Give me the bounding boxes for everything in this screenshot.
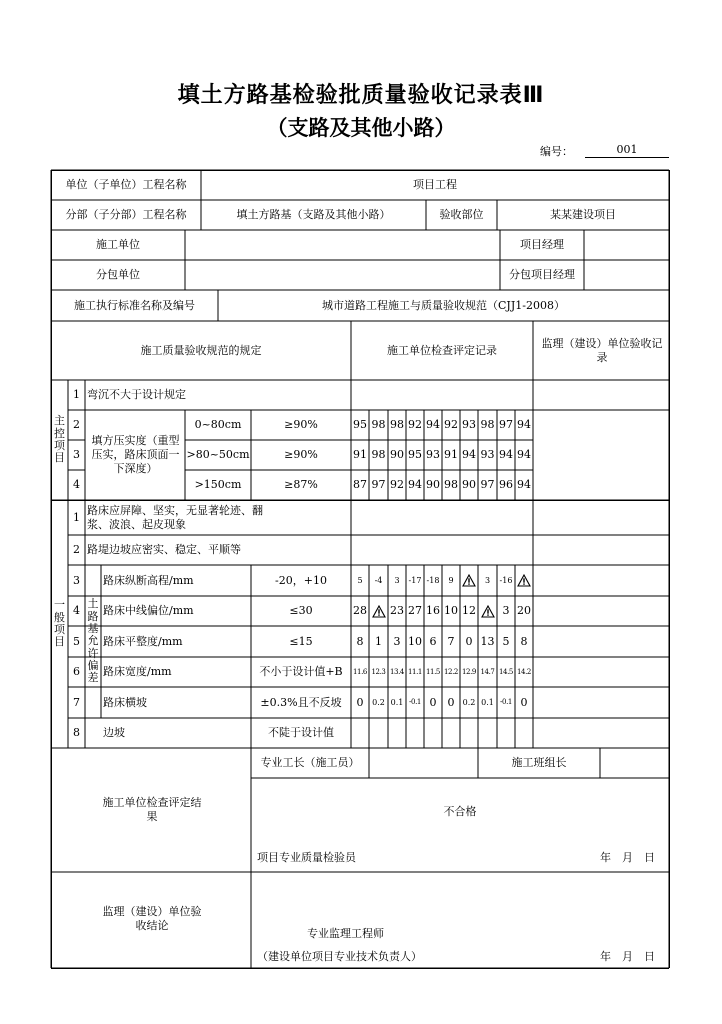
measurement-cell[interactable]: 93 [480, 448, 495, 462]
inspection-part-value[interactable]: 某某建设项目 [550, 208, 616, 222]
measurement-cell[interactable]: 94 [517, 418, 531, 432]
measurement-cell[interactable]: 10 [408, 634, 422, 648]
measurement-cell[interactable]: -17 [408, 575, 422, 585]
measurement-cell[interactable]: 0 [356, 695, 364, 709]
measurement-cell[interactable]: 0 [447, 695, 455, 709]
measurement-cell[interactable]: 10 [444, 604, 458, 618]
requirement: -20，+10 [275, 573, 327, 587]
form-title: 填土方路基检验批质量验收记录表Ⅲ [177, 83, 545, 108]
check-item-name: 路床宽度/mm [103, 665, 172, 679]
check-item-name: 边坡 [103, 726, 125, 740]
item-number: 1 [73, 388, 80, 402]
measurement-cell[interactable]: 87 [353, 478, 367, 492]
measurement-cell[interactable]: -0.1 [500, 698, 512, 707]
measurement-cell[interactable]: 14.2 [517, 667, 531, 676]
measurement-cell[interactable]: 0.1 [481, 697, 494, 707]
general-items-label: 一般项目 [54, 598, 65, 649]
measurement-cell[interactable]: 3 [502, 604, 510, 618]
unit-name-value[interactable]: 项目工程 [413, 178, 457, 192]
check-item-name: 路床平整度/mm [103, 634, 183, 648]
subcontractor-value[interactable] [185, 260, 500, 290]
check-item-name: 路床中线偏位/mm [103, 604, 194, 618]
measurement-cell[interactable]: 5 [357, 575, 363, 585]
measurement-cell[interactable]: 11.5 [426, 667, 440, 676]
measurement-cell[interactable]: 11.1 [408, 667, 422, 676]
measurement-cell[interactable]: 0 [429, 695, 437, 709]
measurement-cell[interactable]: 1 [375, 634, 382, 648]
measurement-cell[interactable]: 92 [408, 418, 422, 432]
measurement-cell[interactable]: 27 [408, 604, 422, 618]
team-leader-value[interactable] [600, 748, 669, 778]
measurement-cell[interactable]: 91 [444, 448, 458, 462]
measurement-cell[interactable]: 92 [444, 418, 458, 432]
sub-project-manager-label: 分包项目经理 [509, 268, 575, 282]
measurement-cell[interactable]: 28 [353, 604, 367, 618]
item-number: 5 [73, 634, 80, 648]
contractor-result-label: 施工单位检查评定结果 [102, 796, 202, 823]
supervisor-record-header: 监理（建设）单位验收记录 [541, 336, 663, 364]
measurement-cell[interactable]: 0.2 [462, 697, 476, 707]
measurement-cell[interactable]: 98 [371, 418, 386, 432]
depth-range: 0~80cm [194, 418, 242, 432]
measurement-cell[interactable]: 20 [517, 604, 531, 618]
measurement-cell[interactable]: 6 [429, 634, 437, 648]
main-control-label: 主控项目 [54, 414, 65, 465]
inspection-part-label: 验收部位 [439, 208, 484, 222]
depth-range: >80~50cm [186, 448, 250, 462]
item-number: 1 [73, 510, 80, 524]
measurement-cell[interactable] [351, 718, 369, 748]
measurement-cell[interactable]: 11.6 [353, 667, 367, 676]
measurement-cell[interactable]: 98 [371, 448, 386, 462]
embankment-slope-requirement: 路堤边坡应密实、稳定、平顺等 [87, 543, 241, 557]
measurement-cell[interactable]: 91 [353, 448, 367, 462]
measurement-cell[interactable]: 98 [480, 418, 495, 432]
depth-range: >150cm [194, 478, 242, 492]
measurement-cell[interactable]: 94 [408, 478, 422, 492]
measurement-cell[interactable]: 14.7 [480, 667, 495, 676]
measurement-cell[interactable]: 5 [502, 634, 510, 648]
warning-icon [515, 565, 533, 596]
measurement-cell[interactable]: 14.5 [499, 667, 513, 676]
form-number[interactable]: 001 [585, 143, 669, 158]
form-number-label: 编号： [540, 145, 573, 158]
measurement-cell[interactable]: 92 [390, 478, 404, 492]
measurement-cell[interactable]: 90 [426, 478, 440, 492]
date-label: 年 月 日 [600, 851, 655, 865]
measurement-cell[interactable]: 93 [426, 448, 440, 462]
form-subtitle: （支路及其他小路） [266, 116, 456, 140]
measurement-cell[interactable]: 16 [426, 604, 440, 618]
measurement-cell[interactable] [442, 718, 460, 748]
measurement-cell[interactable]: 3 [394, 575, 400, 585]
standard-label: 施工执行标准名称及编号 [74, 298, 195, 312]
item-number: 7 [73, 695, 80, 709]
requirement: ≥87% [284, 478, 318, 492]
requirement: 不陡于设计值 [268, 726, 334, 740]
supervisor-engineer-label: 专业监理工程师 [307, 927, 384, 941]
sub-project-manager-value[interactable] [584, 260, 669, 290]
measurement-cell[interactable]: 12.2 [444, 667, 458, 676]
measurement-cell[interactable]: 93 [462, 418, 476, 432]
item-number: 2 [73, 543, 80, 557]
team-leader-label: 施工班组长 [511, 756, 567, 770]
measurement-cell[interactable]: 3 [484, 575, 491, 585]
measurement-cell[interactable]: 0.1 [390, 697, 404, 707]
measurement-cell[interactable]: 12 [462, 604, 476, 618]
item-number: 4 [73, 604, 80, 618]
measurement-cell[interactable]: 94 [517, 478, 531, 492]
project-manager-value[interactable] [584, 230, 669, 260]
requirement: ≤15 [289, 634, 313, 648]
measurement-cell[interactable]: -4 [374, 575, 383, 585]
measurement-cell[interactable]: 7 [447, 634, 455, 648]
measurement-cell[interactable]: 0.2 [372, 697, 385, 707]
item-number: 6 [73, 665, 80, 679]
warning-icon [369, 596, 388, 626]
measurement-cell[interactable]: 8 [356, 634, 364, 648]
foreman-value[interactable] [369, 748, 478, 778]
measurement-cell[interactable]: 90 [390, 448, 404, 462]
measurement-cell[interactable]: 97 [480, 478, 495, 492]
measurement-cell[interactable]: 8 [520, 634, 528, 648]
measurement-cell[interactable]: 9 [448, 575, 454, 585]
compaction-label: 填方压实度（重型压实，路床顶面一下深度） [91, 434, 180, 475]
deflection-requirement: 弯沉不大于设计规定 [87, 388, 186, 402]
measurement-cell[interactable] [478, 718, 497, 748]
warning-icon [460, 565, 478, 596]
requirement: ≥90% [284, 418, 318, 432]
measurement-cell[interactable] [424, 718, 442, 748]
measurement-cell[interactable] [497, 718, 515, 748]
subgrade-surface-requirement: 路床应屏障、坚实，无显著轮迹、翻浆、波浪、起皮现象 [87, 503, 263, 531]
requirement: ≥90% [284, 448, 318, 462]
measurement-cell[interactable]: 23 [390, 604, 404, 618]
requirement: 不小于设计值+B [259, 665, 343, 679]
contractor-check-header: 施工单位检查评定记录 [387, 343, 497, 357]
measurement-cell[interactable]: 98 [444, 478, 458, 492]
measurement-cell[interactable]: -16 [499, 575, 513, 585]
measurement-cell[interactable]: -0.1 [409, 698, 421, 707]
contractor-result-value[interactable]: 不合格 [443, 805, 477, 819]
requirement: ≤30 [289, 604, 313, 618]
measurement-cell[interactable]: 97 [499, 418, 513, 432]
subcontractor-label: 分包单位 [96, 268, 140, 282]
measurement-cell[interactable] [406, 718, 424, 748]
foreman-label: 专业工长（施工员） [260, 756, 360, 770]
contractor-value[interactable] [185, 230, 500, 260]
project-manager-label: 项目经理 [520, 238, 564, 252]
subunit-name-value[interactable]: 填土方路基（支路及其他小路） [236, 208, 391, 222]
contractor-label: 施工单位 [96, 238, 140, 252]
measurement-cell[interactable]: 0 [520, 695, 528, 709]
measurement-cell[interactable]: 97 [371, 478, 386, 492]
measurement-cell[interactable]: 13 [480, 634, 495, 648]
measurement-cell[interactable]: 95 [353, 418, 367, 432]
subunit-name-label: 分部（子分部）工程名称 [65, 208, 187, 222]
item-number: 3 [73, 573, 80, 587]
measurement-cell[interactable] [369, 718, 388, 748]
measurement-cell[interactable]: 3 [393, 634, 401, 648]
measurement-cell[interactable] [460, 718, 478, 748]
measurement-cell[interactable]: 94 [462, 448, 476, 462]
item-number: 2 [73, 418, 80, 432]
subgrade-tolerance-group-label: 土路基允许偏差 [87, 597, 99, 685]
item-number: 3 [73, 448, 80, 462]
date-label: 年 月 日 [600, 950, 655, 964]
item-number: 4 [73, 478, 80, 492]
check-item-name: 路床横坡 [103, 695, 147, 709]
item-number: 8 [73, 726, 80, 740]
measurement-cell[interactable]: 90 [462, 478, 476, 492]
supervisor-conclusion-label: 监理（建设）单位验收结论 [102, 905, 202, 932]
spec-header: 施工质量验收规范的规定 [140, 343, 262, 357]
measurement-cell[interactable]: 12.3 [371, 667, 386, 676]
measurement-cell[interactable]: 95 [408, 448, 422, 462]
measurement-cell[interactable]: 12.9 [462, 667, 476, 676]
measurement-cell[interactable]: 96 [499, 478, 513, 492]
standard-value[interactable]: 城市道路工程施工与质量验收规范（CJJ1-2008） [322, 298, 565, 312]
measurement-cell[interactable]: -18 [426, 575, 440, 585]
measurement-cell[interactable]: 13.4 [390, 667, 404, 676]
measurement-cell[interactable]: 94 [517, 448, 531, 462]
measurement-cell[interactable]: 0 [465, 634, 473, 648]
measurement-cell[interactable]: 98 [390, 418, 404, 432]
measurement-cell[interactable]: 94 [499, 448, 513, 462]
check-item-name: 路床纵断高程/mm [103, 573, 194, 587]
measurement-cell[interactable]: 94 [426, 418, 440, 432]
qc-inspector-label: 项目专业质量检验员 [257, 851, 356, 865]
measurement-cell[interactable] [388, 718, 406, 748]
warning-icon [478, 596, 497, 626]
owner-rep-label: （建设单位项目专业技术负责人） [257, 950, 422, 964]
requirement: ±0.3%且不反坡 [260, 695, 342, 709]
measurement-cell[interactable] [515, 718, 533, 748]
unit-name-label: 单位（子单位）工程名称 [65, 178, 187, 192]
